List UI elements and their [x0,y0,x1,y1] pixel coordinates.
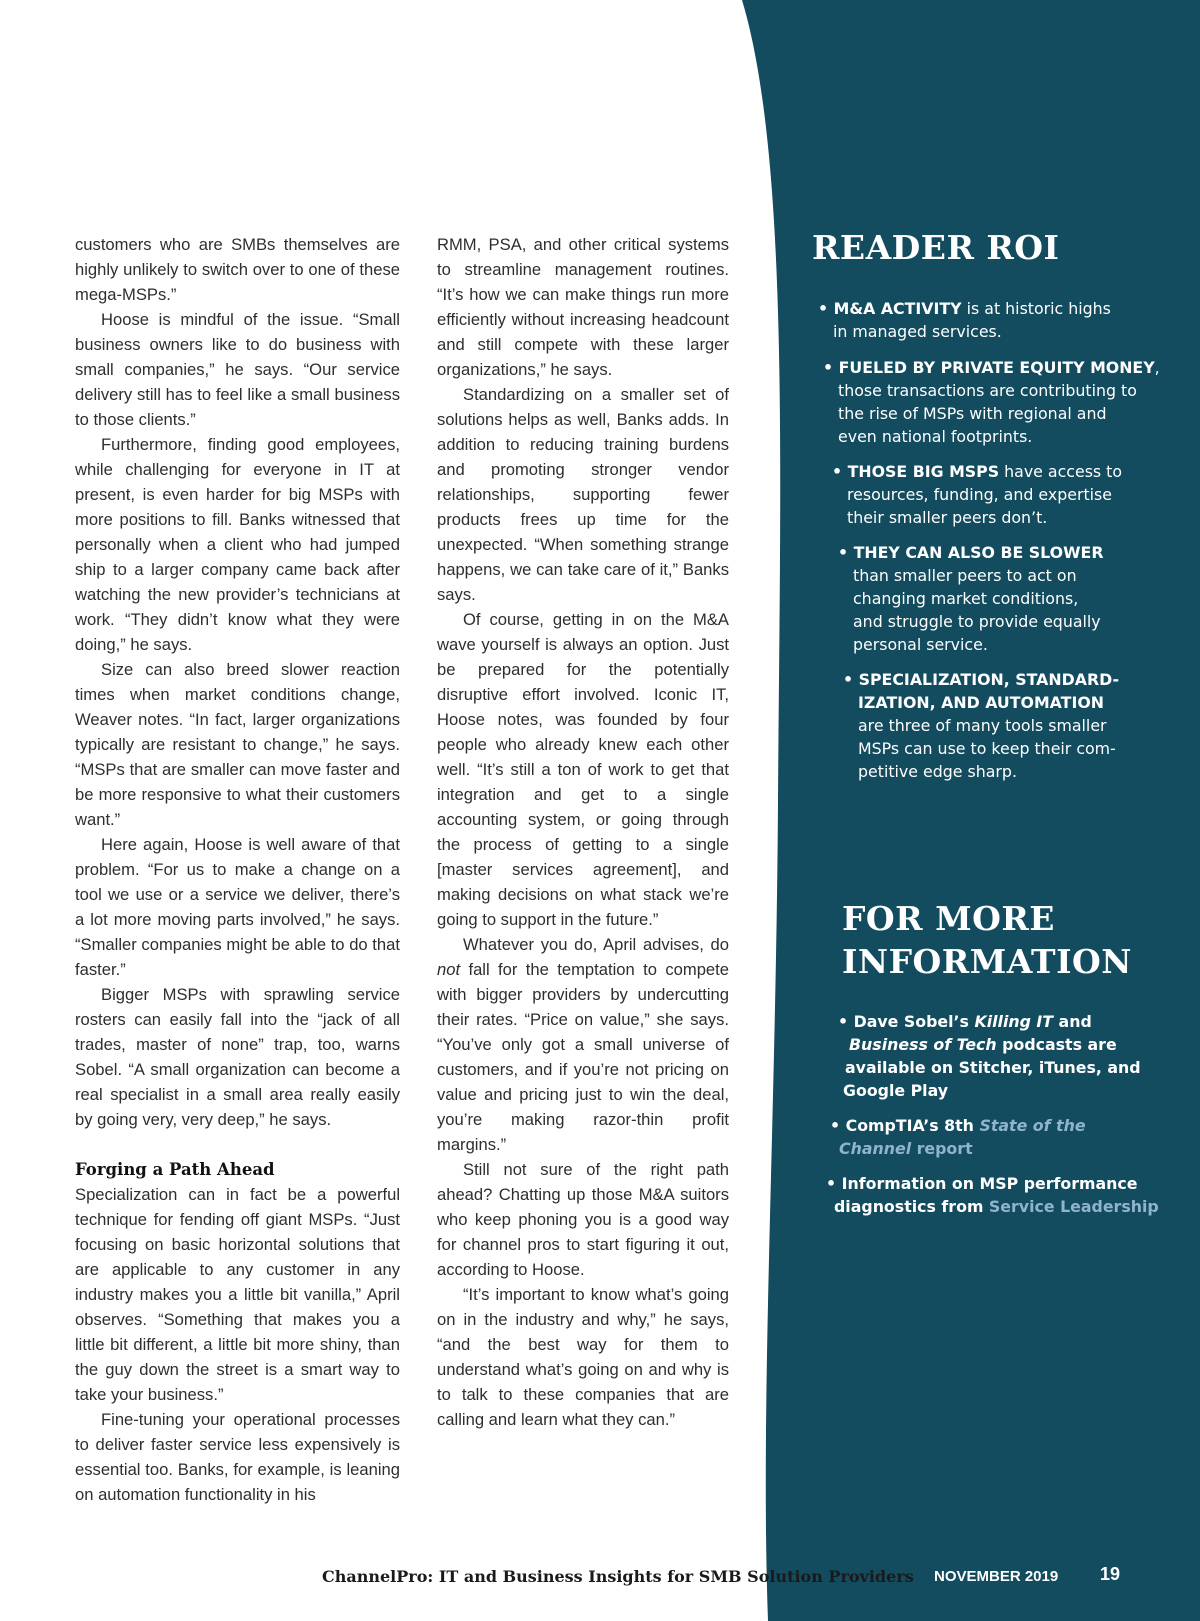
paragraph: Bigger MSPs with sprawling service rosters can easily fall into the “jack of all trades, master of none” trap, too, warns Sobel. “A small organization can become a real specialist in a small area really easily by going very, very deep,” he says. [75,985,400,1129]
bullet-text: than smaller peers to act on [853,566,1077,585]
report-link[interactable]: Channel [839,1139,912,1158]
info-bullet-1 [838,1010,1141,1102]
paragraph: Of course, getting in on the M&A wave yourself is always an option. Just be prepared for the potentially disruptive effort involved. Iconic IT, Hoose notes, was founded by four people who already knew each other well. “It’s still a ton of work to get that integration and get to a single accounting system, or going through the process of getting to a single [master services agreement], and making decisions on what stack we’re going to support in the future.” [437,610,729,929]
roi-bullet-4 [838,541,1103,656]
roi-bullet-2 [823,356,1160,448]
report-link[interactable]: State of the [979,1116,1086,1135]
bullet-text: podcasts are [996,1035,1117,1054]
article-column-2 [437,232,729,1432]
title-line: INFORMATION [842,942,1132,981]
paragraph: Specialization can in fact be a powerful technique for fending off giant MSPs. “Just focusing on basic horizontal solutions that are applicable to any customer in any industry makes you a little bit vanilla,” April observes. “Something that makes you a little bit different, a little bit more shiny, than the guy down the street is a smart way to take your business.” [75,1185,400,1404]
paragraph [437,932,729,1157]
bullet-text: changing market conditions, [853,589,1079,608]
paragraph: RMM, PSA, and other critical systems to streamline management routines. “It’s how we can make things run more efficiently without increasing headcount and still compete with these larger organizations,” he says. [437,235,729,379]
paragraph: Hoose is mindful of the issue. “Small business owners like to do business with small companies,” he says. “Our service delivery still has to feel like a small business to those clients.” [75,310,400,429]
bullet-text: , [1154,358,1160,377]
footer-issue-date: NOVEMBER 2019 [934,1568,1059,1585]
section-heading: Forging a Path Ahead [75,1160,275,1179]
report-link[interactable]: report [911,1139,973,1158]
paragraph: Size can also breed slower reaction times when market conditions change, Weaver notes. “In fact, larger organizations typically are resistant to change,” he says. “MSPs that are smaller can move faster and be more responsive to what their customers want.” [75,660,400,829]
bullet-text: Google Play [843,1081,949,1100]
footer-publication-title: ChannelPro: IT and Business Insights for SMB Solution Providers [322,1567,914,1586]
paragraph: Standardizing on a smaller set of solutions helps as well, Banks adds. In addition to reducing training burdens and promoting stronger vendor relationships, supporting fewer products frees up time for the unexpected. “When something strange happens, we can take care of it,” Banks says. [437,385,729,604]
paragraph: Fine-tuning your operational processes to deliver faster service less expensively is essential too. Banks, for example, is leaning on automation functionality in his [75,1410,400,1504]
bullet-lead: • SPECIALIZATION, STANDARD- [843,670,1120,689]
bullet-text: • Information on MSP performance [826,1174,1138,1193]
paragraph: “It’s important to know what’s going on in the industry and why,” he says, “and the best way for them to understand what’s going on and why is to talk to these companies that are calling and learn what they can.” [437,1285,729,1429]
bullet-lead: • M&A ACTIVITY [818,299,962,318]
bullet-text: have access to [999,462,1123,481]
roi-bullet-1 [818,297,1111,343]
bullet-text: in managed services. [833,322,1002,341]
paragraph: Furthermore, finding good employees, while challenging for everyone in IT at present, is even harder for big MSPs with more positions to fill. Banks witnessed that personally when a client who had jumped ship to a larger company came back after watching the new provider’s technicians at work. “They didn’t know what they were doing,” he says. [75,435,400,654]
bullet-text: and [1053,1012,1092,1031]
bullet-text: diagnostics from [834,1197,989,1216]
bullet-text: is at historic highs [961,299,1111,318]
bullet-text: their smaller peers don’t. [847,508,1048,527]
bullet-lead: • THEY CAN ALSO BE SLOWER [838,543,1104,562]
bullet-text: available on Stitcher, iTunes, and [845,1058,1141,1077]
page-number: 19 [1100,1564,1121,1584]
paragraph: customers who are SMBs themselves are highly unlikely to switch over to one of these mega-MSPs.” [75,235,400,304]
info-bullet-3 [826,1172,1159,1218]
bullet-text: • Dave Sobel’s [838,1012,975,1031]
more-info-title [842,897,1132,983]
bullet-lead: • FUELED BY PRIVATE EQUITY MONEY [823,358,1155,377]
bullet-lead: IZATION, AND AUTOMATION [858,693,1104,712]
text-run: Whatever you do, April advises, do [463,935,729,954]
paragraph: Here again, Hoose is well aware of that problem. “For us to make a change on a tool we use or a service we deliver, there’s a lot more moving parts involved,” he says. “Smaller companies might be able to do that faster.” [75,835,400,979]
info-bullet-2 [830,1114,1086,1160]
podcast-title: Business of Tech [849,1035,997,1054]
bullet-text: those transactions are contributing to [838,381,1137,400]
bullet-text: MSPs can use to keep their com- [858,739,1116,758]
bullet-text: the rise of MSPs with regional and [838,404,1107,423]
bullet-lead: • THOSE BIG MSPS [832,462,1000,481]
bullet-text: even national footprints. [838,427,1033,446]
emphasis: not [437,960,461,979]
roi-bullet-5 [843,668,1119,783]
bullet-text: resources, funding, and expertise [847,485,1112,504]
bullet-text: petitive edge sharp. [858,762,1017,781]
podcast-title: Killing IT [974,1012,1054,1031]
bullet-text: personal service. [853,635,988,654]
service-leadership-link[interactable]: Service Leadership [988,1197,1159,1216]
paragraph: Still not sure of the right path ahead? Chatting up those M&A suitors who keep phoning you is a good way for channel pros to start figuring it out, according to Hoose. [437,1160,729,1279]
bullet-text: are three of many tools smaller [858,716,1107,735]
reader-roi-title: READER ROI [812,228,1060,267]
article-column-1 [75,232,400,1507]
bullet-text: and struggle to provide equally [853,612,1101,631]
roi-bullet-3 [832,460,1122,529]
bullet-text: • CompTIA’s 8th [830,1116,980,1135]
text-run: fall for the temptation to compete with bigger providers by undercutting their rates. “Price on value,” she says. “You’ve only got a small universe of customers, and if you’re not pricing on value and pricing just to win the deal, you’re making razor-thin profit margins.” [437,960,729,1154]
title-line: FOR MORE [842,899,1055,938]
